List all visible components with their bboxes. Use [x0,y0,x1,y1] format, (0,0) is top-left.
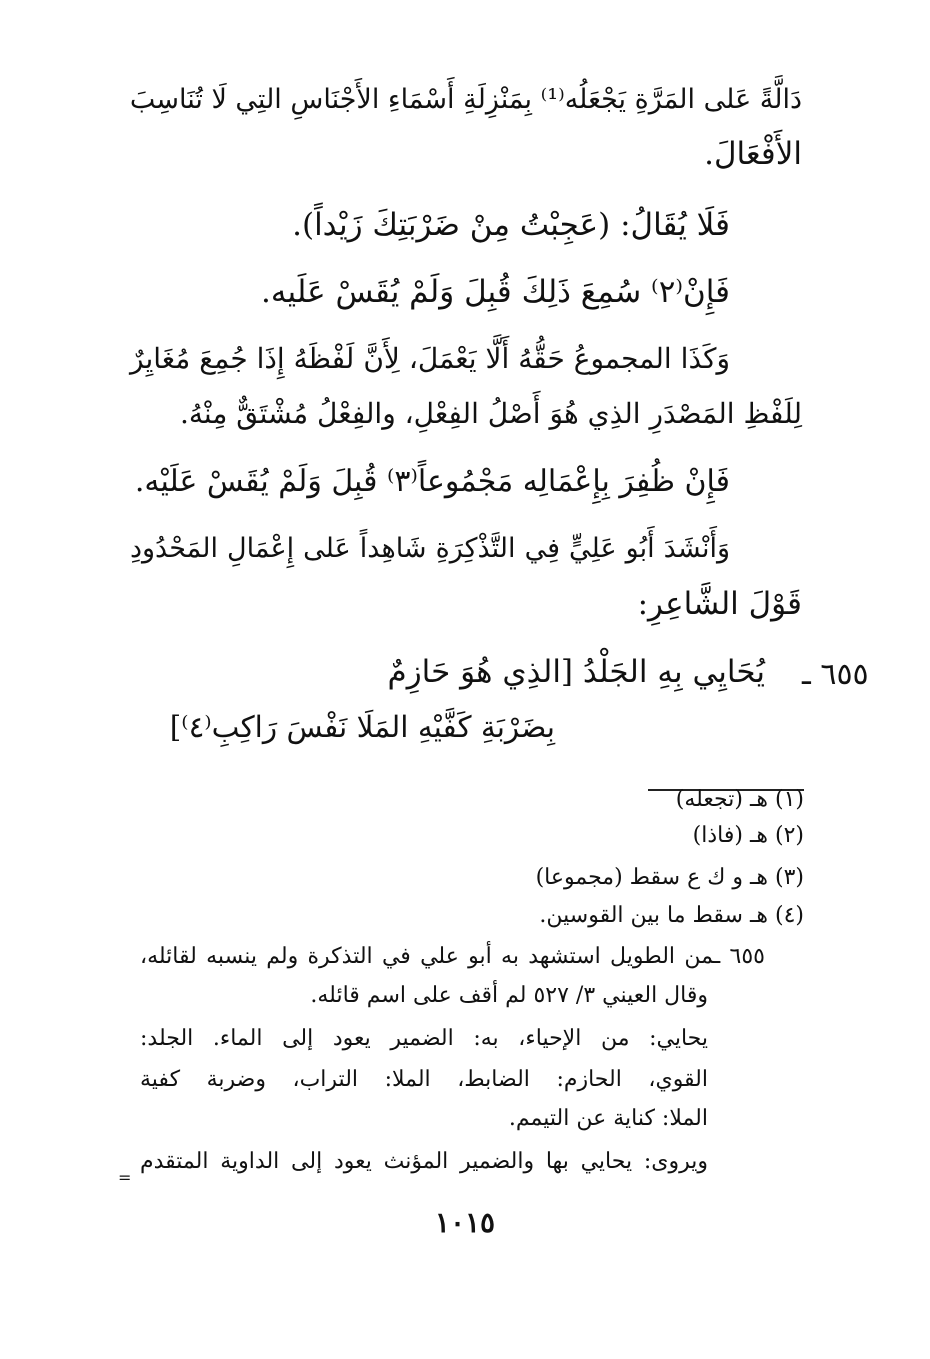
main-text-line-9: قَوْلَ الشَّاعِرِ: [637,586,802,622]
main-text-line-8: وَأَنْشَدَ أَبُو عَلِيٍّ فِي التَّذْكِرَةِ شَاهِداً عَلى إِعْمَالِ المَحْدُودِ [130,533,730,564]
verse-hemistich-1: يُحَايِي بِهِ الجَلْدُ [الذِي هُوَ حَازِمٌ [387,654,765,690]
footnote-4: (٤) هـ سقط ما بين القوسين. [539,903,804,928]
main-text-line-7: فَإِنْ ظُفِرَ بِإِعْمَالِه مَجْمُوعاً⁽٣⁾ قُبِلَ وَلَمْ يُقَسْ عَلَيْه. [134,464,730,499]
main-text-line-4: فَإِنْ⁽٢⁾ سُمِعَ ذَلِكَ قُبِلَ وَلَمْ يُقَسْ عَلَيه. [261,274,730,310]
main-text-line-3: فَلَا يُقَالُ: (عَجِبْتُ مِنْ ضَرْبَتِكَ زَيْداً). [292,207,730,243]
main-text-line-6: لِلَفْظِ المَصْدَرِ الذِي هُوَ أَصْلُ الفِعْلِ، والفِعْلُ مُشْتَقٌّ مِنْهُ. [180,397,802,430]
verse-note-line-1: ٦٥٥ ـمن الطويل استشهد به أبو علي في التذكرة ولم ينسبه لقائله، [140,944,765,969]
verse-note-line-6: ويروى: يحايي بها والضمير المؤنث يعود إلى الداوية المتقدم [140,1149,708,1174]
main-text-line-2: الأَفْعَالَ. [704,136,802,172]
main-text-line-1: دَالَّةً عَلى المَرَّةِ يَجْعَلُه⁽¹⁾ بِمَنْزِلَةِ أَسْمَاءِ الأَجْنَاسِ التِي لَا تُنَاسِبَ [129,84,802,115]
footnote-3: (٣) هـ و ك ع سقط (مجموعا) [535,865,804,890]
verse-number: ٦٥٥ ـ [802,657,869,692]
verse-note-line-2: وقال العيني ٣/ ٥٢٧ لم أقف على اسم قائله. [310,983,708,1008]
verse-hemistich-2: بِضَرْبَةِ كَفَّيْهِ المَلَا نَفْسَ رَاكِبِ⁽٤⁾] [169,710,555,744]
verse-note-line-3: يحايي: من الإحياء، به: الضمير يعود إلى الماء. الجلد: [140,1026,708,1051]
main-text-line-5: وَكَذَا المجموعُ حَقُّهُ أَلَّا يَعْمَلَ، لِأَنَّ لَفْظَهُ إِذَا جُمِعَ مُغَايِرٌ [130,342,730,375]
footnote-2: (٢) هـ (فاذا) [692,823,804,848]
page-number: ١٠١٥ [434,1206,496,1239]
footnote-1: (١) هـ (تجعله) [675,787,804,812]
verse-note-line-4: القوي، الحازم: الضابط، الملا: التراب، وضربة كفية [140,1067,708,1092]
continuation-mark: = [118,1168,132,1187]
verse-note-line-5: الملا: كناية عن التيمم. [508,1106,708,1131]
